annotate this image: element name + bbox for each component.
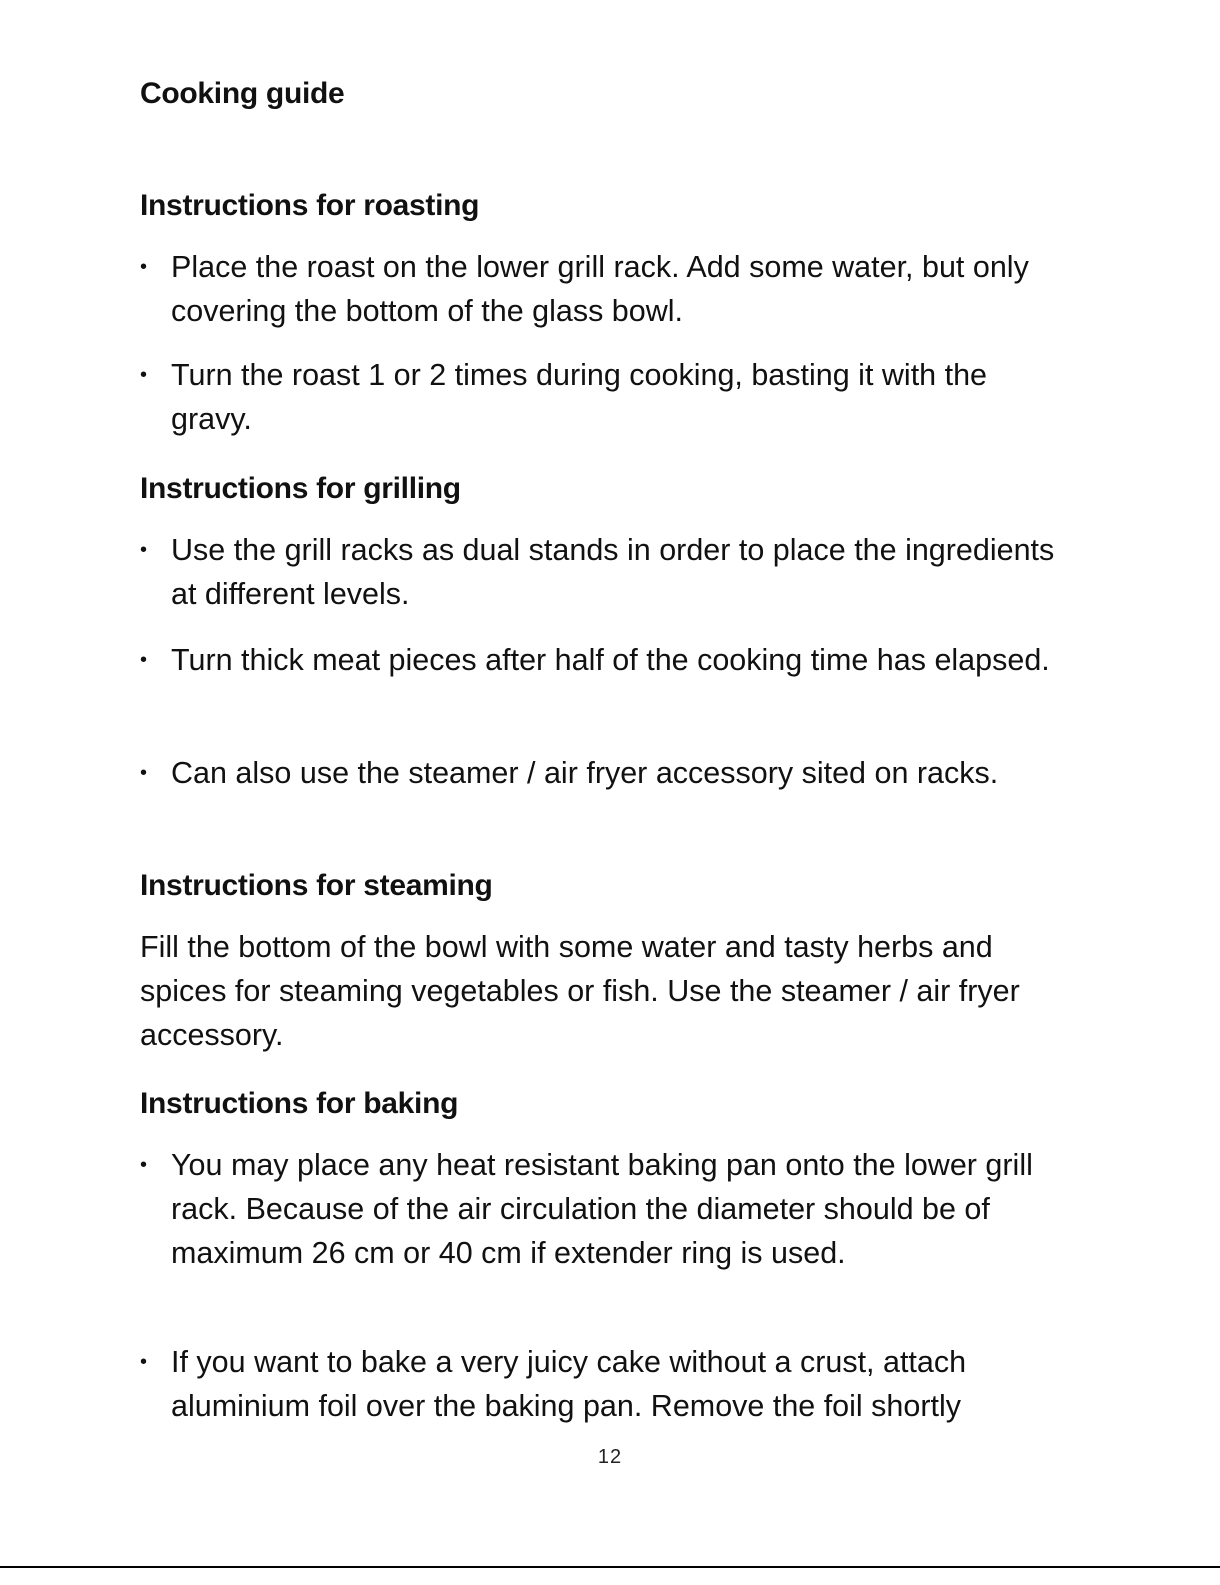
bullet-icon: • [140,649,148,671]
bullet-icon: • [140,539,148,561]
list-item-text: Use the grill racks as dual stands in order to place the ingredients at different levels. [171,533,1055,611]
page-number: 12 [597,1446,623,1468]
list-item-text: Place the roast on the lower grill rack. Add some water, but only covering the bottom of the glass bowl. [171,250,1029,328]
list-item-text: Turn the roast 1 or 2 times during cooking, basting it with the gravy. [171,358,988,436]
list-item-text: You may place any heat resistant baking pan onto the lower grill rack. Because of the air circulation the diameter should be of maximum 26 cm or 40 cm if extender ring is used. [171,1148,1033,1270]
page-title: Cooking guide [140,77,345,110]
section-paragraph: Fill the bottom of the bowl with some water and tasty herbs and spices for steaming vegetables or fish. Use the steamer / air fryer accessory. [140,930,1020,1052]
bullet-icon: • [140,1154,148,1176]
section-heading-baking: Instructions for baking [140,1087,459,1120]
bullet-icon: • [140,256,148,278]
bullet-icon: • [140,364,148,386]
list-item-text: Turn thick meat pieces after half of the cooking time has elapsed. [171,643,1050,677]
section-heading-grilling: Instructions for grilling [140,472,461,505]
bullet-icon: • [140,1351,148,1373]
bullet-icon: • [140,762,148,784]
list-item-text: Can also use the steamer / air fryer accessory sited on racks. [171,756,999,790]
section-heading-steaming: Instructions for steaming [140,869,493,902]
section-heading-roasting: Instructions for roasting [140,189,480,222]
list-item-text: If you want to bake a very juicy cake without a crust, attach aluminium foil over the baking pan. Remove the foil shortly [171,1345,967,1423]
page-bottom-edge [0,1566,1220,1585]
